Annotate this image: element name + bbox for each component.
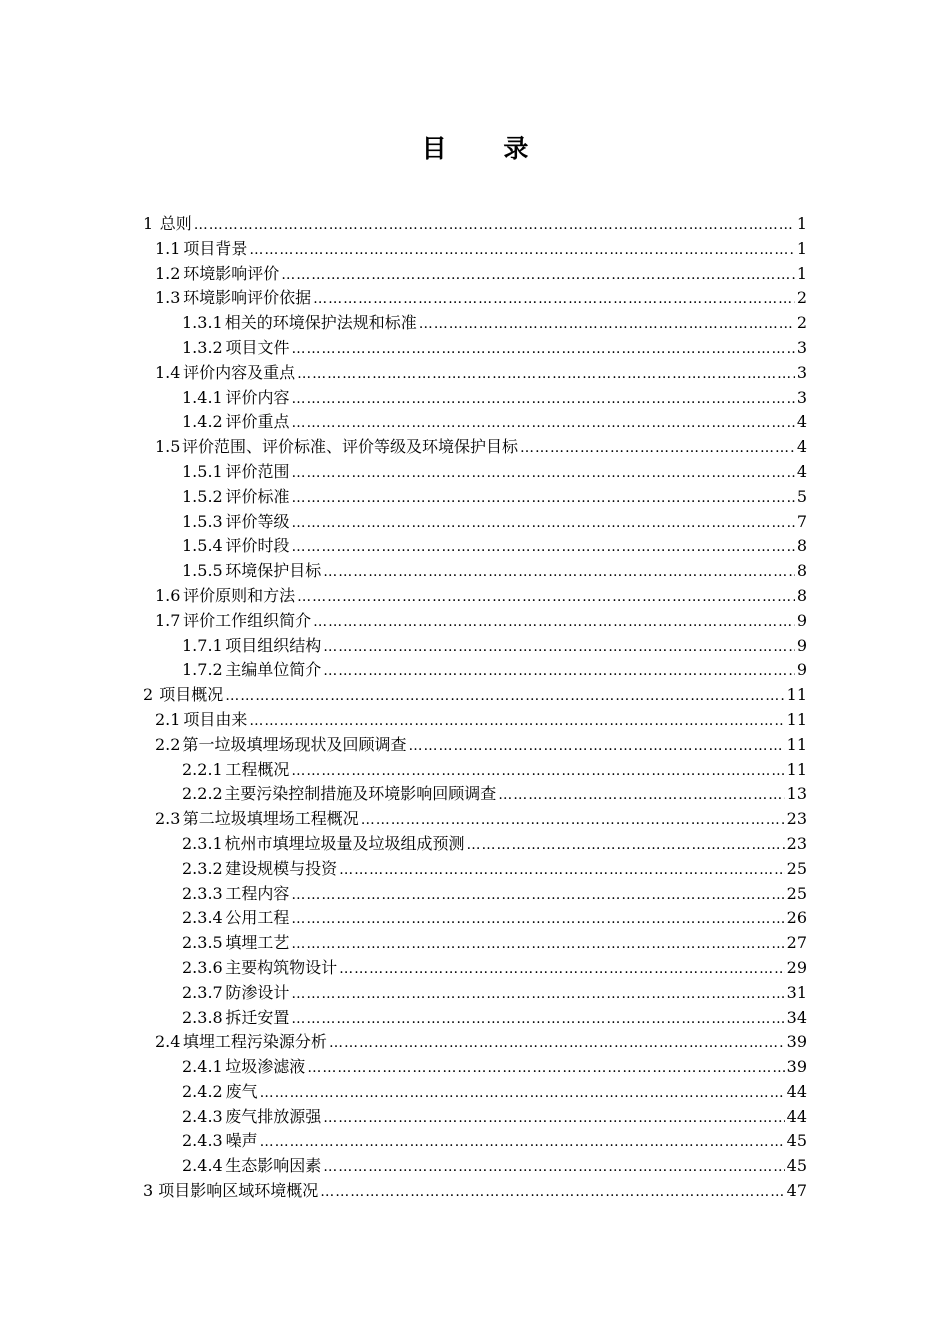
toc-entry-number: 1.7 (155, 610, 181, 630)
toc-entry-page-number: 8 (796, 585, 807, 605)
toc-entry-title: 评价内容 (225, 387, 290, 407)
toc-dot-leader (361, 808, 785, 833)
toc-entry-title: 第二垃圾填埋场工程概况 (182, 809, 359, 829)
toc-entry[interactable] (143, 1080, 807, 1105)
toc-entry-title: 评价工作组织简介 (183, 610, 312, 630)
toc-entry-title: 填埋工程污染源分析 (182, 1032, 327, 1052)
toc-dot-leader (194, 213, 795, 238)
toc-entry-title: 建设规模与投资 (225, 858, 338, 878)
toc-entry-title: 评价重点 (225, 412, 290, 432)
toc-entry-number: 2.3.5 (182, 933, 223, 953)
toc-entry[interactable] (143, 981, 807, 1006)
toc-entry[interactable] (143, 584, 807, 609)
toc-entry[interactable] (143, 485, 807, 510)
toc-entry-page-number: 9 (796, 660, 807, 680)
toc-entry[interactable] (143, 782, 807, 807)
toc-entry[interactable] (143, 559, 807, 584)
toc-dot-leader (225, 684, 784, 709)
toc-dot-leader (329, 1031, 785, 1056)
toc-entry-page-number: 4 (796, 461, 807, 481)
toc-entry-page-number: 23 (786, 809, 807, 829)
toc-entry[interactable] (143, 534, 807, 559)
toc-entry-title: 第一垃圾填埋场现状及回顾调查 (182, 734, 407, 754)
toc-dot-leader (339, 957, 785, 982)
toc-dot-leader (291, 337, 794, 362)
toc-dot-leader (339, 858, 785, 883)
toc-entry-number: 1.1 (155, 238, 181, 258)
toc-entry-number: 1.3.2 (182, 337, 223, 357)
toc-entry-page-number: 45 (786, 1131, 807, 1151)
toc-dot-leader (291, 907, 784, 932)
toc-entry-number: 1.5.5 (182, 561, 223, 581)
toc-entry-page-number: 9 (796, 610, 807, 630)
toc-entry-title: 防渗设计 (225, 982, 290, 1002)
toc-entry[interactable] (143, 336, 807, 361)
toc-entry-number: 1.4.2 (182, 412, 223, 432)
toc-entry-title: 主编单位简介 (225, 660, 322, 680)
toc-entry-title: 杭州市填埋垃圾量及垃圾组成预测 (224, 833, 465, 853)
toc-dot-leader (323, 560, 795, 585)
toc-entry-number: 2.3.2 (182, 858, 223, 878)
toc-entry[interactable] (143, 1105, 807, 1130)
toc-entry-page-number: 1 (796, 263, 807, 283)
toc-entry[interactable] (143, 410, 807, 435)
toc-entry-number: 2.3 (155, 809, 181, 829)
toc-entry[interactable] (143, 460, 807, 485)
toc-entry-title: 项目由来 (183, 709, 248, 729)
toc-entry-title: 生态影响因素 (225, 1156, 322, 1176)
toc-entry[interactable] (143, 658, 807, 683)
toc-dot-leader (520, 436, 795, 461)
toc-entry-number: 1.5.2 (182, 486, 223, 506)
toc-entry-page-number: 3 (796, 337, 807, 357)
toc-entry-page-number: 44 (786, 1081, 807, 1101)
toc-entry[interactable] (143, 510, 807, 535)
toc-entry-title: 总则 (159, 214, 192, 233)
toc-entry-page-number: 9 (796, 635, 807, 655)
toc-dot-leader (260, 1081, 785, 1106)
toc-entry[interactable] (143, 1129, 807, 1154)
toc-entry-title: 评价原则和方法 (183, 585, 296, 605)
toc-entry-title: 评价内容及重点 (183, 362, 296, 382)
toc-entry[interactable] (143, 857, 807, 882)
toc-entry[interactable] (143, 683, 807, 708)
toc-entry-number: 2.4.3 (182, 1131, 223, 1151)
toc-entry-title: 废气 (225, 1081, 258, 1101)
toc-entry-page-number: 8 (796, 561, 807, 581)
toc-entry-page-number: 4 (796, 412, 807, 432)
toc-entry[interactable] (143, 286, 807, 311)
toc-entry-page-number: 11 (786, 759, 807, 779)
toc-entry-page-number: 3 (796, 362, 807, 382)
toc-entry[interactable] (143, 609, 807, 634)
toc-entry-title: 项目影响区域环境概况 (158, 1181, 319, 1201)
toc-entry-title: 工程内容 (225, 883, 290, 903)
toc-entry-page-number: 11 (786, 709, 807, 729)
toc-entry[interactable] (143, 1030, 807, 1055)
toc-entry-page-number: 25 (786, 883, 807, 903)
toc-entry-title: 工程概况 (225, 759, 290, 779)
toc-dot-leader (291, 932, 784, 957)
toc-entry-page-number: 34 (786, 1007, 807, 1027)
toc-entry[interactable] (143, 807, 807, 832)
toc-entry-page-number: 23 (786, 833, 807, 853)
toc-dot-leader (291, 982, 784, 1007)
toc-dot-leader (419, 312, 795, 337)
toc-entry[interactable] (143, 832, 807, 857)
toc-entry-title: 评价标准 (225, 486, 290, 506)
toc-entry-number: 2.1 (155, 709, 181, 729)
toc-entry[interactable] (143, 1154, 807, 1179)
toc-entry[interactable] (143, 882, 807, 907)
toc-dot-leader (297, 362, 795, 387)
toc-entry-page-number: 11 (786, 685, 807, 705)
toc-entry-page-number: 29 (786, 957, 807, 977)
toc-dot-leader (409, 734, 785, 759)
toc-entry-number: 2.3.3 (182, 883, 223, 903)
table-of-contents (143, 212, 807, 1204)
toc-entry[interactable] (143, 733, 807, 758)
toc-entry[interactable] (143, 708, 807, 733)
toc-entry-number: 1.3 (155, 288, 181, 308)
toc-entry-title: 评价时段 (225, 536, 290, 556)
toc-entry-page-number: 4 (796, 437, 807, 457)
toc-entry[interactable] (143, 311, 807, 336)
toc-entry-number: 1.7.1 (182, 635, 223, 655)
toc-entry[interactable] (143, 1006, 807, 1031)
toc-entry-title: 主要污染控制措施及环境影响回顾调查 (224, 784, 497, 804)
toc-entry-number: 2.3.1 (182, 833, 223, 853)
toc-entry[interactable] (143, 237, 807, 262)
toc-entry-title: 主要构筑物设计 (225, 957, 338, 977)
toc-dot-leader (291, 1007, 784, 1032)
toc-entry-number: 2.4.4 (182, 1156, 223, 1176)
toc-entry-page-number: 1 (796, 238, 807, 258)
toc-entry-number: 2.3.7 (182, 982, 223, 1002)
toc-entry-number: 1 (143, 214, 154, 233)
toc-dot-leader (291, 535, 794, 560)
toc-entry-page-number: 1 (796, 214, 807, 233)
toc-entry-title: 项目组织结构 (225, 635, 322, 655)
toc-entry-number: 1.4.1 (182, 387, 223, 407)
toc-entry-number: 2.3.6 (182, 957, 223, 977)
toc-entry[interactable] (143, 262, 807, 287)
toc-entry-number: 1.5.1 (182, 461, 223, 481)
toc-dot-leader (281, 263, 795, 288)
toc-dot-leader (291, 387, 794, 412)
toc-entry-page-number: 11 (786, 734, 807, 754)
toc-entry-page-number: 3 (796, 387, 807, 407)
toc-entry-page-number: 31 (786, 982, 807, 1002)
toc-entry-page-number: 44 (786, 1106, 807, 1126)
toc-entry[interactable] (143, 212, 807, 237)
toc-dot-leader (291, 759, 784, 784)
toc-entry-number: 2 (143, 685, 154, 705)
toc-entry[interactable] (143, 956, 807, 981)
toc-entry-number: 1.6 (155, 585, 181, 605)
toc-entry-page-number: 5 (796, 486, 807, 506)
toc-entry[interactable] (143, 758, 807, 783)
toc-entry-number: 2.2.2 (182, 784, 223, 804)
toc-entry-page-number: 8 (796, 536, 807, 556)
toc-dot-leader (307, 1056, 784, 1081)
toc-entry-page-number: 26 (786, 908, 807, 928)
toc-entry-page-number: 2 (796, 288, 807, 308)
toc-dot-leader (291, 511, 794, 536)
toc-dot-leader (466, 833, 784, 858)
toc-entry-page-number: 45 (786, 1156, 807, 1176)
toc-entry-number: 1.3.1 (182, 313, 223, 333)
toc-entry-title: 废气排放源强 (225, 1106, 322, 1126)
toc-entry-page-number: 25 (786, 858, 807, 878)
toc-entry-title: 公用工程 (225, 908, 290, 928)
toc-entry[interactable] (143, 361, 807, 386)
toc-entry-page-number: 13 (786, 784, 807, 804)
toc-entry-title: 环境影响评价 (183, 263, 280, 283)
toc-dot-leader (260, 1130, 785, 1155)
toc-dot-leader (323, 659, 795, 684)
toc-entry-title: 噪声 (225, 1131, 258, 1151)
toc-dot-leader (249, 709, 784, 734)
toc-entry-title: 评价范围 (225, 461, 290, 481)
toc-dot-leader (291, 411, 794, 436)
toc-entry-number: 2.3.4 (182, 908, 223, 928)
toc-dot-leader (323, 1155, 784, 1180)
toc-entry-page-number: 2 (796, 313, 807, 333)
toc-entry-title: 环境影响评价依据 (183, 288, 312, 308)
toc-entry[interactable] (143, 906, 807, 931)
toc-entry[interactable] (143, 931, 807, 956)
toc-entry-number: 2.4 (155, 1032, 181, 1052)
toc-dot-leader (498, 783, 784, 808)
toc-entry-number: 1.7.2 (182, 660, 223, 680)
toc-entry-title: 环境保护目标 (225, 561, 322, 581)
toc-entry-title: 评价等级 (225, 511, 290, 531)
toc-dot-leader (249, 238, 794, 263)
toc-entry-title: 垃圾渗滤液 (225, 1057, 306, 1077)
toc-entry-number: 2.4.1 (182, 1057, 223, 1077)
toc-entry-page-number: 39 (786, 1057, 807, 1077)
toc-dot-leader (313, 287, 795, 312)
toc-entry-number: 2.4.2 (182, 1081, 223, 1101)
toc-entry-number: 1.2 (155, 263, 181, 283)
toc-dot-leader (320, 1180, 784, 1205)
toc-entry-title: 项目背景 (183, 238, 248, 258)
toc-dot-leader (323, 635, 795, 660)
toc-entry-title: 相关的环境保护法规和标准 (224, 313, 417, 333)
toc-entry-page-number: 39 (786, 1032, 807, 1052)
toc-entry-number: 1.4 (155, 362, 181, 382)
toc-entry[interactable] (143, 634, 807, 659)
toc-entry-number: 2.2 (155, 734, 181, 754)
toc-entry[interactable] (143, 435, 807, 460)
toc-entry-title: 评价范围、评价标准、评价等级及环境保护目标 (181, 437, 518, 457)
toc-entry[interactable] (143, 386, 807, 411)
toc-entry-page-number: 47 (786, 1181, 807, 1201)
toc-entry-number: 1.5 (155, 437, 181, 457)
page-title: 目 录 (421, 134, 553, 163)
toc-entry[interactable] (143, 1179, 807, 1204)
toc-entry-number: 2.4.3 (182, 1106, 223, 1126)
toc-entry-title: 项目文件 (225, 337, 290, 357)
toc-entry[interactable] (143, 1055, 807, 1080)
toc-entry-page-number: 7 (796, 511, 807, 531)
toc-entry-number: 1.5.4 (182, 536, 223, 556)
toc-entry-number: 2.2.1 (182, 759, 223, 779)
toc-dot-leader (313, 610, 795, 635)
toc-entry-title: 拆迁安置 (225, 1007, 290, 1027)
toc-dot-leader (291, 486, 794, 511)
toc-entry-title: 填埋工艺 (225, 933, 290, 953)
toc-dot-leader (291, 883, 784, 908)
toc-entry-title: 项目概况 (159, 685, 224, 705)
toc-entry-page-number: 27 (786, 933, 807, 953)
toc-dot-leader (323, 1106, 784, 1131)
toc-entry-number: 3 (143, 1181, 154, 1201)
toc-entry-number: 1.5.3 (182, 511, 223, 531)
toc-dot-leader (297, 585, 795, 610)
toc-dot-leader (291, 461, 794, 486)
toc-entry-number: 2.3.8 (182, 1007, 223, 1027)
